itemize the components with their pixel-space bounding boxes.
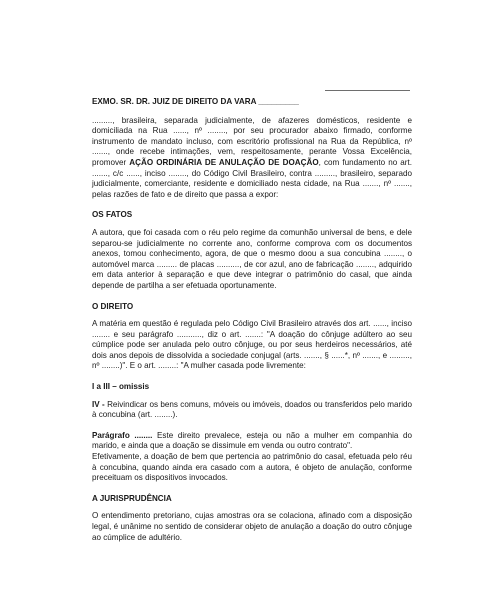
section-heading-jurisprudencia: A JURISPRUDÊNCIA	[92, 493, 172, 503]
document-title: EXMO. SR. DR. JUIZ DE DIREITO DA VARA _________	[92, 97, 299, 106]
jurisprudencia-paragraph: O entendimento pretoriano, cujas amostras ora se colaciona, afinado com a disposição legal, é unânime no sentido de considerar objeto de anulação a doação do outro cônjuge ao cúmplice de adultério.	[92, 511, 412, 542]
item-iv-label: IV -	[92, 399, 105, 409]
paragrafo-paragraph	[92, 431, 412, 452]
section-heading-fatos: OS FATOS	[92, 210, 133, 220]
action-name: AÇÃO ORDINÁRIA DE ANULAÇÃO DE DOAÇÃO	[129, 157, 319, 167]
intro-paragraph	[92, 116, 412, 201]
direito-paragraph: A matéria em questão é regulada pelo Código Civil Brasileiro através dos art. ......, inciso ........ e seu parágrafo ..........., diz o art. .......: "A doação do cônjuge adúltero ao seu cúmplice pode ser anulada pelo outro cônjuge, ou por seus herdeiros necessários, até dois anos depois de dissolvida a sociedade conjugal (arts. ......., § ......*, nº ......., e ........., nº ........)". E o art. ........: "A mulher casada pode livremente:	[92, 319, 412, 371]
document-body	[92, 97, 412, 553]
omissis-line: I a III – omissis	[92, 382, 150, 392]
item-iv-paragraph	[92, 400, 412, 421]
item-iv-text: Reivindicar os bens comuns, móveis ou imóveis, doados ou transferidos pelo marido à concubina (art. ........).	[92, 399, 413, 420]
paragrafo-label: Parágrafo ........	[92, 430, 153, 440]
paragrafo-text: Este direito prevalece, esteja ou não a mulher em companhia do marido, e ainda que a doação se dissimule em venda ou outro contrato".	[92, 430, 412, 451]
top-signature-line	[325, 90, 410, 91]
section-heading-direito: O DIREITO	[92, 301, 134, 311]
efetivamente-paragraph: Efetivamente, a doação de bem que pertencia ao patrimônio do casal, efetuada pelo réu à concubina, quando ainda era casado com a autora, é objeto de anulação, conforme preceituam os dispositivos invocados.	[92, 452, 412, 483]
intro-text-1: ........., brasileira, separada judicialmente, de afazeres domésticos, residente e domiciliada na Rua ......, nº ........, por seu procurador abaixo firmado, conforme instrumento de mandato incluso, com escritório profissional na Rua da República, nº ......., onde recebe intimações, vem, respeitosamente, perante Vossa Excelência, promover	[92, 115, 412, 167]
fatos-paragraph: A autora, que foi casada com o réu pelo regime da comunhão universal de bens, e dele separou-se judicialmente no corrente ano, conforme comprova com os documentos anexos, tomou conhecimento, agora, de que o mesmo doou a sua concubina ........, o automóvel marca ......... de placas .........., de cor azul, ano de fabricação ........, adquirido em data anterior à separação e que deve integrar o patrimônio do casal, que ainda depende de partilha a ser efetuada oportunamente.	[92, 227, 412, 290]
intro-text-2: , com fundamento no art. ......., c/c ......, inciso ........, do Código Civil Brasileiro, contra ........., brasileiro, separado judicialmente, comerciante, residente e domiciliado nesta cidade, na Rua ......., nº ......., pelas razões de fato e de direito que passa a expor:	[92, 157, 412, 199]
